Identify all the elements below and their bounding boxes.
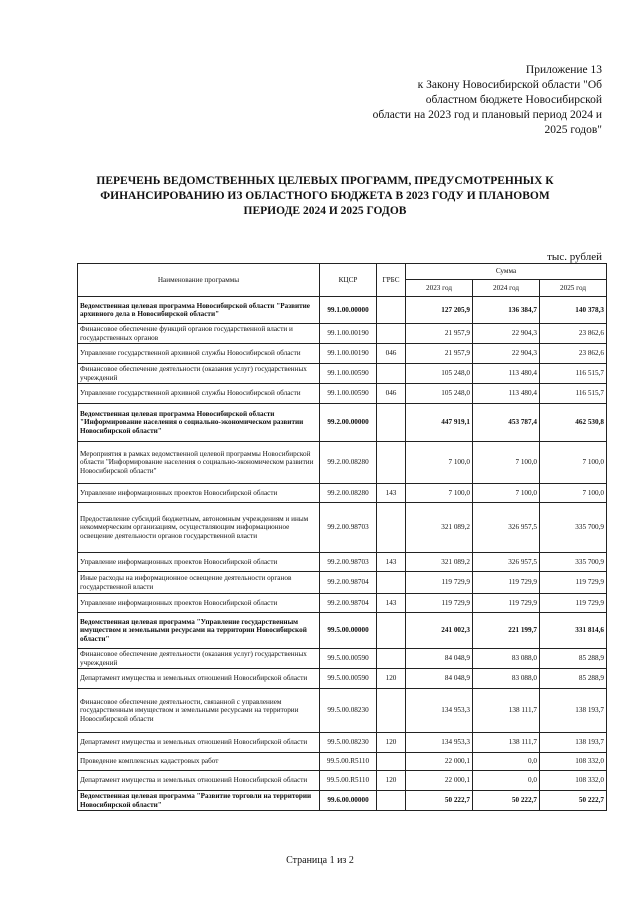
cell-v2025: 140 378,3 [540, 297, 607, 324]
table-row [78, 572, 607, 594]
appendix-line: 2025 годов" [544, 124, 602, 136]
cell-v2025: 138 193,7 [540, 689, 607, 733]
cell-name: Управление государственной архивной службы Новосибирской области [78, 384, 320, 404]
cell-kcsr: 99.2.00.98704 [320, 594, 377, 613]
cell-kcsr: 99.6.00.00000 [320, 791, 377, 811]
cell-kcsr: 99.5.00.08230 [320, 733, 377, 753]
appendix-note [302, 63, 602, 138]
table-row [78, 364, 607, 384]
appendix-line: областном бюджете Новосибирской [425, 94, 602, 106]
cell-name: Финансовое обеспечение деятельности (оказания услуг) государственных учреждений [78, 364, 320, 384]
table-row [78, 553, 607, 572]
cell-v2024: 113 480,4 [473, 364, 540, 384]
cell-kcsr: 99.2.00.98704 [320, 572, 377, 594]
cell-kcsr: 99.5.00.08230 [320, 689, 377, 733]
cell-v2025: 116 515,7 [540, 384, 607, 404]
table-row [78, 503, 607, 553]
cell-v2023: 321 089,2 [406, 553, 473, 572]
cell-v2025: 462 530,8 [540, 404, 607, 442]
header-grbs: ГРБС [377, 264, 406, 297]
cell-v2023: 84 048,9 [406, 649, 473, 669]
table-row [78, 791, 607, 811]
cell-grbs [377, 324, 406, 344]
cell-v2024: 22 904,3 [473, 324, 540, 344]
cell-grbs: 120 [377, 733, 406, 753]
table-row [78, 733, 607, 753]
cell-v2025: 335 700,9 [540, 503, 607, 553]
cell-v2024: 453 787,4 [473, 404, 540, 442]
cell-name: Финансовое обеспечение деятельности (оказания услуг) государственных учреждений [78, 649, 320, 669]
header-2023: 2023 год [406, 280, 473, 297]
cell-grbs [377, 364, 406, 384]
cell-kcsr: 99.2.00.08280 [320, 484, 377, 503]
cell-name: Ведомственная целевая программа Новосибирской области "Информирование населения о социально-экономическом развитии Новосибирской области" [78, 404, 320, 442]
cell-grbs [377, 791, 406, 811]
cell-grbs [377, 649, 406, 669]
cell-kcsr: 99.2.00.00000 [320, 404, 377, 442]
table-row [78, 594, 607, 613]
cell-v2024: 50 222,7 [473, 791, 540, 811]
cell-kcsr: 99.1.00.00190 [320, 324, 377, 344]
header-name: Наименование программы [78, 264, 320, 297]
cell-v2025: 108 332,0 [540, 771, 607, 791]
cell-v2023: 241 002,3 [406, 613, 473, 649]
table-row [78, 613, 607, 649]
cell-grbs: 046 [377, 344, 406, 364]
cell-kcsr: 99.2.00.98703 [320, 553, 377, 572]
header-kcsr: КЦСР [320, 264, 377, 297]
cell-v2023: 127 205,9 [406, 297, 473, 324]
cell-kcsr: 99.1.00.00190 [320, 344, 377, 364]
cell-name: Финансовое обеспечение функций органов государственной власти и государственных органов [78, 324, 320, 344]
cell-v2025: 116 515,7 [540, 364, 607, 384]
cell-grbs: 120 [377, 771, 406, 791]
cell-v2025: 119 729,9 [540, 572, 607, 594]
cell-v2025: 85 288,9 [540, 669, 607, 689]
cell-v2024: 138 111,7 [473, 733, 540, 753]
cell-v2024: 119 729,9 [473, 572, 540, 594]
cell-kcsr: 99.1.00.00000 [320, 297, 377, 324]
cell-grbs: 046 [377, 384, 406, 404]
cell-name: Управление государственной архивной службы Новосибирской области [78, 344, 320, 364]
cell-v2025: 335 700,9 [540, 553, 607, 572]
appendix-line: Приложение 13 [525, 64, 602, 76]
cell-name: Проведение комплексных кадастровых работ [78, 753, 320, 771]
cell-grbs [377, 689, 406, 733]
table-row [78, 297, 607, 324]
cell-name: Предоставление субсидий бюджетным, автономным учреждениям и иным некоммерческим организациям, осуществляющим информационное освещение деятельности органов государственной власти [78, 503, 320, 553]
cell-v2023: 134 953,3 [406, 689, 473, 733]
cell-grbs [377, 503, 406, 553]
cell-v2024: 83 088,0 [473, 669, 540, 689]
cell-v2024: 22 904,3 [473, 344, 540, 364]
cell-grbs: 120 [377, 669, 406, 689]
document-title [70, 174, 580, 219]
header-2024: 2024 год [473, 280, 540, 297]
table-row [78, 669, 607, 689]
cell-name: Мероприятия в рамках ведомственной целевой программы Новосибирской области "Информирование населения о социально-экономическом развитии Новосибирской области" [78, 442, 320, 484]
cell-kcsr: 99.5.00.00590 [320, 669, 377, 689]
cell-kcsr: 99.5.00.R5110 [320, 753, 377, 771]
cell-v2023: 105 248,0 [406, 384, 473, 404]
cell-v2023: 50 222,7 [406, 791, 473, 811]
cell-name: Департамент имущества и земельных отношений Новосибирской области [78, 669, 320, 689]
cell-v2024: 7 100,0 [473, 484, 540, 503]
appendix-line: области на 2023 год и плановый период 2024 и [372, 109, 602, 121]
cell-v2023: 7 100,0 [406, 484, 473, 503]
cell-v2025: 331 814,6 [540, 613, 607, 649]
cell-v2023: 134 953,3 [406, 733, 473, 753]
table-row [78, 649, 607, 669]
cell-v2023: 119 729,9 [406, 572, 473, 594]
cell-v2024: 221 199,7 [473, 613, 540, 649]
cell-v2023: 105 248,0 [406, 364, 473, 384]
cell-v2023: 119 729,9 [406, 594, 473, 613]
cell-v2024: 0,0 [473, 771, 540, 791]
table-row [78, 753, 607, 771]
cell-v2023: 447 919,1 [406, 404, 473, 442]
table-row [78, 324, 607, 344]
cell-name: Ведомственная целевая программа Новосибирской области "Развитие архивного дела в Новосибирской области" [78, 297, 320, 324]
cell-name: Управление информационных проектов Новосибирской области [78, 553, 320, 572]
cell-grbs [377, 297, 406, 324]
page-footer: Страница 1 из 2 [286, 855, 354, 866]
cell-v2023: 22 000,1 [406, 753, 473, 771]
table-row [78, 344, 607, 364]
cell-name: Финансовое обеспечение деятельности, связанной с управлением государственным имуществом и земельными ресурсами на территории Новосибирской области [78, 689, 320, 733]
units-label: тыс. рублей [547, 251, 602, 263]
cell-v2024: 119 729,9 [473, 594, 540, 613]
cell-v2025: 85 288,9 [540, 649, 607, 669]
cell-kcsr: 99.2.00.98703 [320, 503, 377, 553]
cell-grbs: 143 [377, 594, 406, 613]
cell-kcsr: 99.5.00.00000 [320, 613, 377, 649]
cell-name: Департамент имущества и земельных отношений Новосибирской области [78, 733, 320, 753]
table-row [78, 689, 607, 733]
title-line: ПЕРИОДЕ 2024 И 2025 ГОДОВ [243, 205, 407, 217]
cell-name: Управление информационных проектов Новосибирской области [78, 594, 320, 613]
cell-v2025: 7 100,0 [540, 442, 607, 484]
title-line: ФИНАНСИРОВАНИЮ ИЗ ОБЛАСТНОГО БЮДЖЕТА В 2023 ГОДУ И ПЛАНОВОМ [100, 190, 550, 202]
cell-v2025: 138 193,7 [540, 733, 607, 753]
cell-v2024: 83 088,0 [473, 649, 540, 669]
cell-v2024: 113 480,4 [473, 384, 540, 404]
cell-v2023: 22 000,1 [406, 771, 473, 791]
cell-kcsr: 99.1.00.00590 [320, 384, 377, 404]
cell-v2024: 7 100,0 [473, 442, 540, 484]
cell-name: Департамент имущества и земельных отношений Новосибирской области [78, 771, 320, 791]
programs-table [77, 263, 607, 811]
cell-kcsr: 99.5.00.R5110 [320, 771, 377, 791]
cell-v2025: 50 222,7 [540, 791, 607, 811]
table-row [78, 442, 607, 484]
table-row [78, 484, 607, 503]
cell-v2025: 23 862,6 [540, 324, 607, 344]
cell-kcsr: 99.2.00.08280 [320, 442, 377, 484]
cell-v2024: 136 384,7 [473, 297, 540, 324]
cell-name: Управление информационных проектов Новосибирской области [78, 484, 320, 503]
cell-v2023: 21 957,9 [406, 344, 473, 364]
table-row [78, 384, 607, 404]
cell-grbs [377, 404, 406, 442]
cell-v2023: 321 089,2 [406, 503, 473, 553]
table-row [78, 404, 607, 442]
cell-v2024: 326 957,5 [473, 553, 540, 572]
cell-v2025: 119 729,9 [540, 594, 607, 613]
cell-v2023: 21 957,9 [406, 324, 473, 344]
appendix-line: к Закону Новосибирской области "Об [417, 79, 602, 91]
cell-v2025: 23 862,6 [540, 344, 607, 364]
header-2025: 2025 год [540, 280, 607, 297]
cell-v2023: 7 100,0 [406, 442, 473, 484]
cell-v2025: 7 100,0 [540, 484, 607, 503]
cell-kcsr: 99.5.00.00590 [320, 649, 377, 669]
cell-name: Ведомственная целевая программа "Развитие торговли на территории Новосибирской области" [78, 791, 320, 811]
cell-name: Ведомственная целевая программа "Управление государственным имуществом и земельными ресурсами на территории Новосибирской области" [78, 613, 320, 649]
cell-grbs [377, 442, 406, 484]
cell-v2024: 0,0 [473, 753, 540, 771]
cell-grbs: 143 [377, 553, 406, 572]
cell-grbs [377, 753, 406, 771]
cell-v2024: 138 111,7 [473, 689, 540, 733]
cell-name: Иные расходы на информационное освещение деятельности органов государственной власти [78, 572, 320, 594]
table-row [78, 771, 607, 791]
header-sum: Сумма [406, 264, 607, 280]
cell-v2025: 108 332,0 [540, 753, 607, 771]
cell-grbs: 143 [377, 484, 406, 503]
cell-v2023: 84 048,9 [406, 669, 473, 689]
cell-v2024: 326 957,5 [473, 503, 540, 553]
cell-grbs [377, 572, 406, 594]
cell-grbs [377, 613, 406, 649]
title-line: ПЕРЕЧЕНЬ ВЕДОМСТВЕННЫХ ЦЕЛЕВЫХ ПРОГРАММ, ПРЕДУСМОТРЕННЫХ К [96, 175, 554, 187]
cell-kcsr: 99.1.00.00590 [320, 364, 377, 384]
